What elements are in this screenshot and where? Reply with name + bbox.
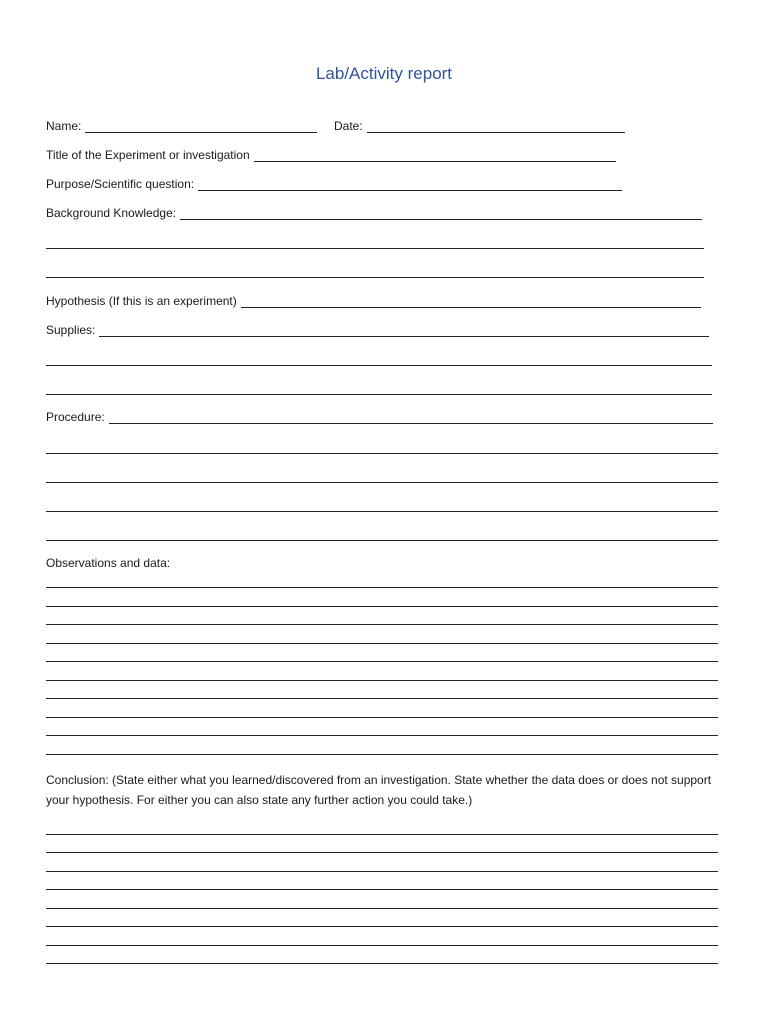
purpose-label: Purpose/Scientific question: xyxy=(46,177,195,191)
background-label: Background Knowledge: xyxy=(46,206,177,220)
procedure-line[interactable] xyxy=(109,412,713,424)
procedure-label: Procedure: xyxy=(46,410,105,424)
observations-line-4[interactable] xyxy=(46,643,718,644)
observations-field xyxy=(46,556,174,570)
experiment-title-field[interactable] xyxy=(46,148,616,162)
observations-line-1[interactable] xyxy=(46,587,718,588)
date-label: Date: xyxy=(334,119,363,133)
conclusion-line-7[interactable] xyxy=(46,945,718,946)
observations-line-6[interactable] xyxy=(46,680,718,681)
procedure-extra-line-4[interactable] xyxy=(46,540,718,541)
name-field[interactable] xyxy=(46,119,317,133)
hypothesis-field[interactable] xyxy=(46,294,701,308)
purpose-field[interactable] xyxy=(46,177,622,191)
observations-line-10[interactable] xyxy=(46,754,718,755)
supplies-extra-line-1[interactable] xyxy=(46,365,712,366)
background-field[interactable] xyxy=(46,206,702,220)
purpose-line[interactable] xyxy=(198,179,622,191)
date-field[interactable] xyxy=(334,119,625,133)
conclusion-line-4[interactable] xyxy=(46,889,718,890)
supplies-field[interactable] xyxy=(46,323,709,337)
observations-line-5[interactable] xyxy=(46,661,718,662)
conclusion-line-5[interactable] xyxy=(46,908,718,909)
background-line[interactable] xyxy=(180,208,702,220)
name-line[interactable] xyxy=(85,121,317,133)
background-extra-line-1[interactable] xyxy=(46,248,704,249)
supplies-extra-line-2[interactable] xyxy=(46,394,712,395)
procedure-extra-line-2[interactable] xyxy=(46,482,718,483)
procedure-field[interactable] xyxy=(46,410,713,424)
date-line[interactable] xyxy=(367,121,625,133)
procedure-extra-line-1[interactable] xyxy=(46,453,718,454)
experiment-title-label: Title of the Experiment or investigation xyxy=(46,148,250,162)
observations-line-3[interactable] xyxy=(46,624,718,625)
supplies-line[interactable] xyxy=(99,325,709,337)
observations-label: Observations and data: xyxy=(46,556,171,570)
conclusion-line-8[interactable] xyxy=(46,963,718,964)
observations-line-9[interactable] xyxy=(46,735,718,736)
conclusion-line-3[interactable] xyxy=(46,871,718,872)
conclusion-label: Conclusion: (State either what you learned/discovered from an investigation. State whether the data does or does not support your hypothesis. For either you can also state any further action you could take.) xyxy=(46,773,712,807)
hypothesis-line[interactable] xyxy=(241,296,701,308)
experiment-title-line[interactable] xyxy=(254,150,616,162)
hypothesis-label: Hypothesis (If this is an experiment) xyxy=(46,294,237,308)
conclusion-line-2[interactable] xyxy=(46,852,718,853)
conclusion-line-6[interactable] xyxy=(46,926,718,927)
observations-line-8[interactable] xyxy=(46,717,718,718)
observations-line-7[interactable] xyxy=(46,698,718,699)
supplies-label: Supplies: xyxy=(46,323,96,337)
background-extra-line-2[interactable] xyxy=(46,277,704,278)
observations-line-2[interactable] xyxy=(46,606,718,607)
page-title: Lab/Activity report xyxy=(315,64,453,83)
conclusion-line-1[interactable] xyxy=(46,834,718,835)
procedure-extra-line-3[interactable] xyxy=(46,511,718,512)
name-label: Name: xyxy=(46,119,82,133)
